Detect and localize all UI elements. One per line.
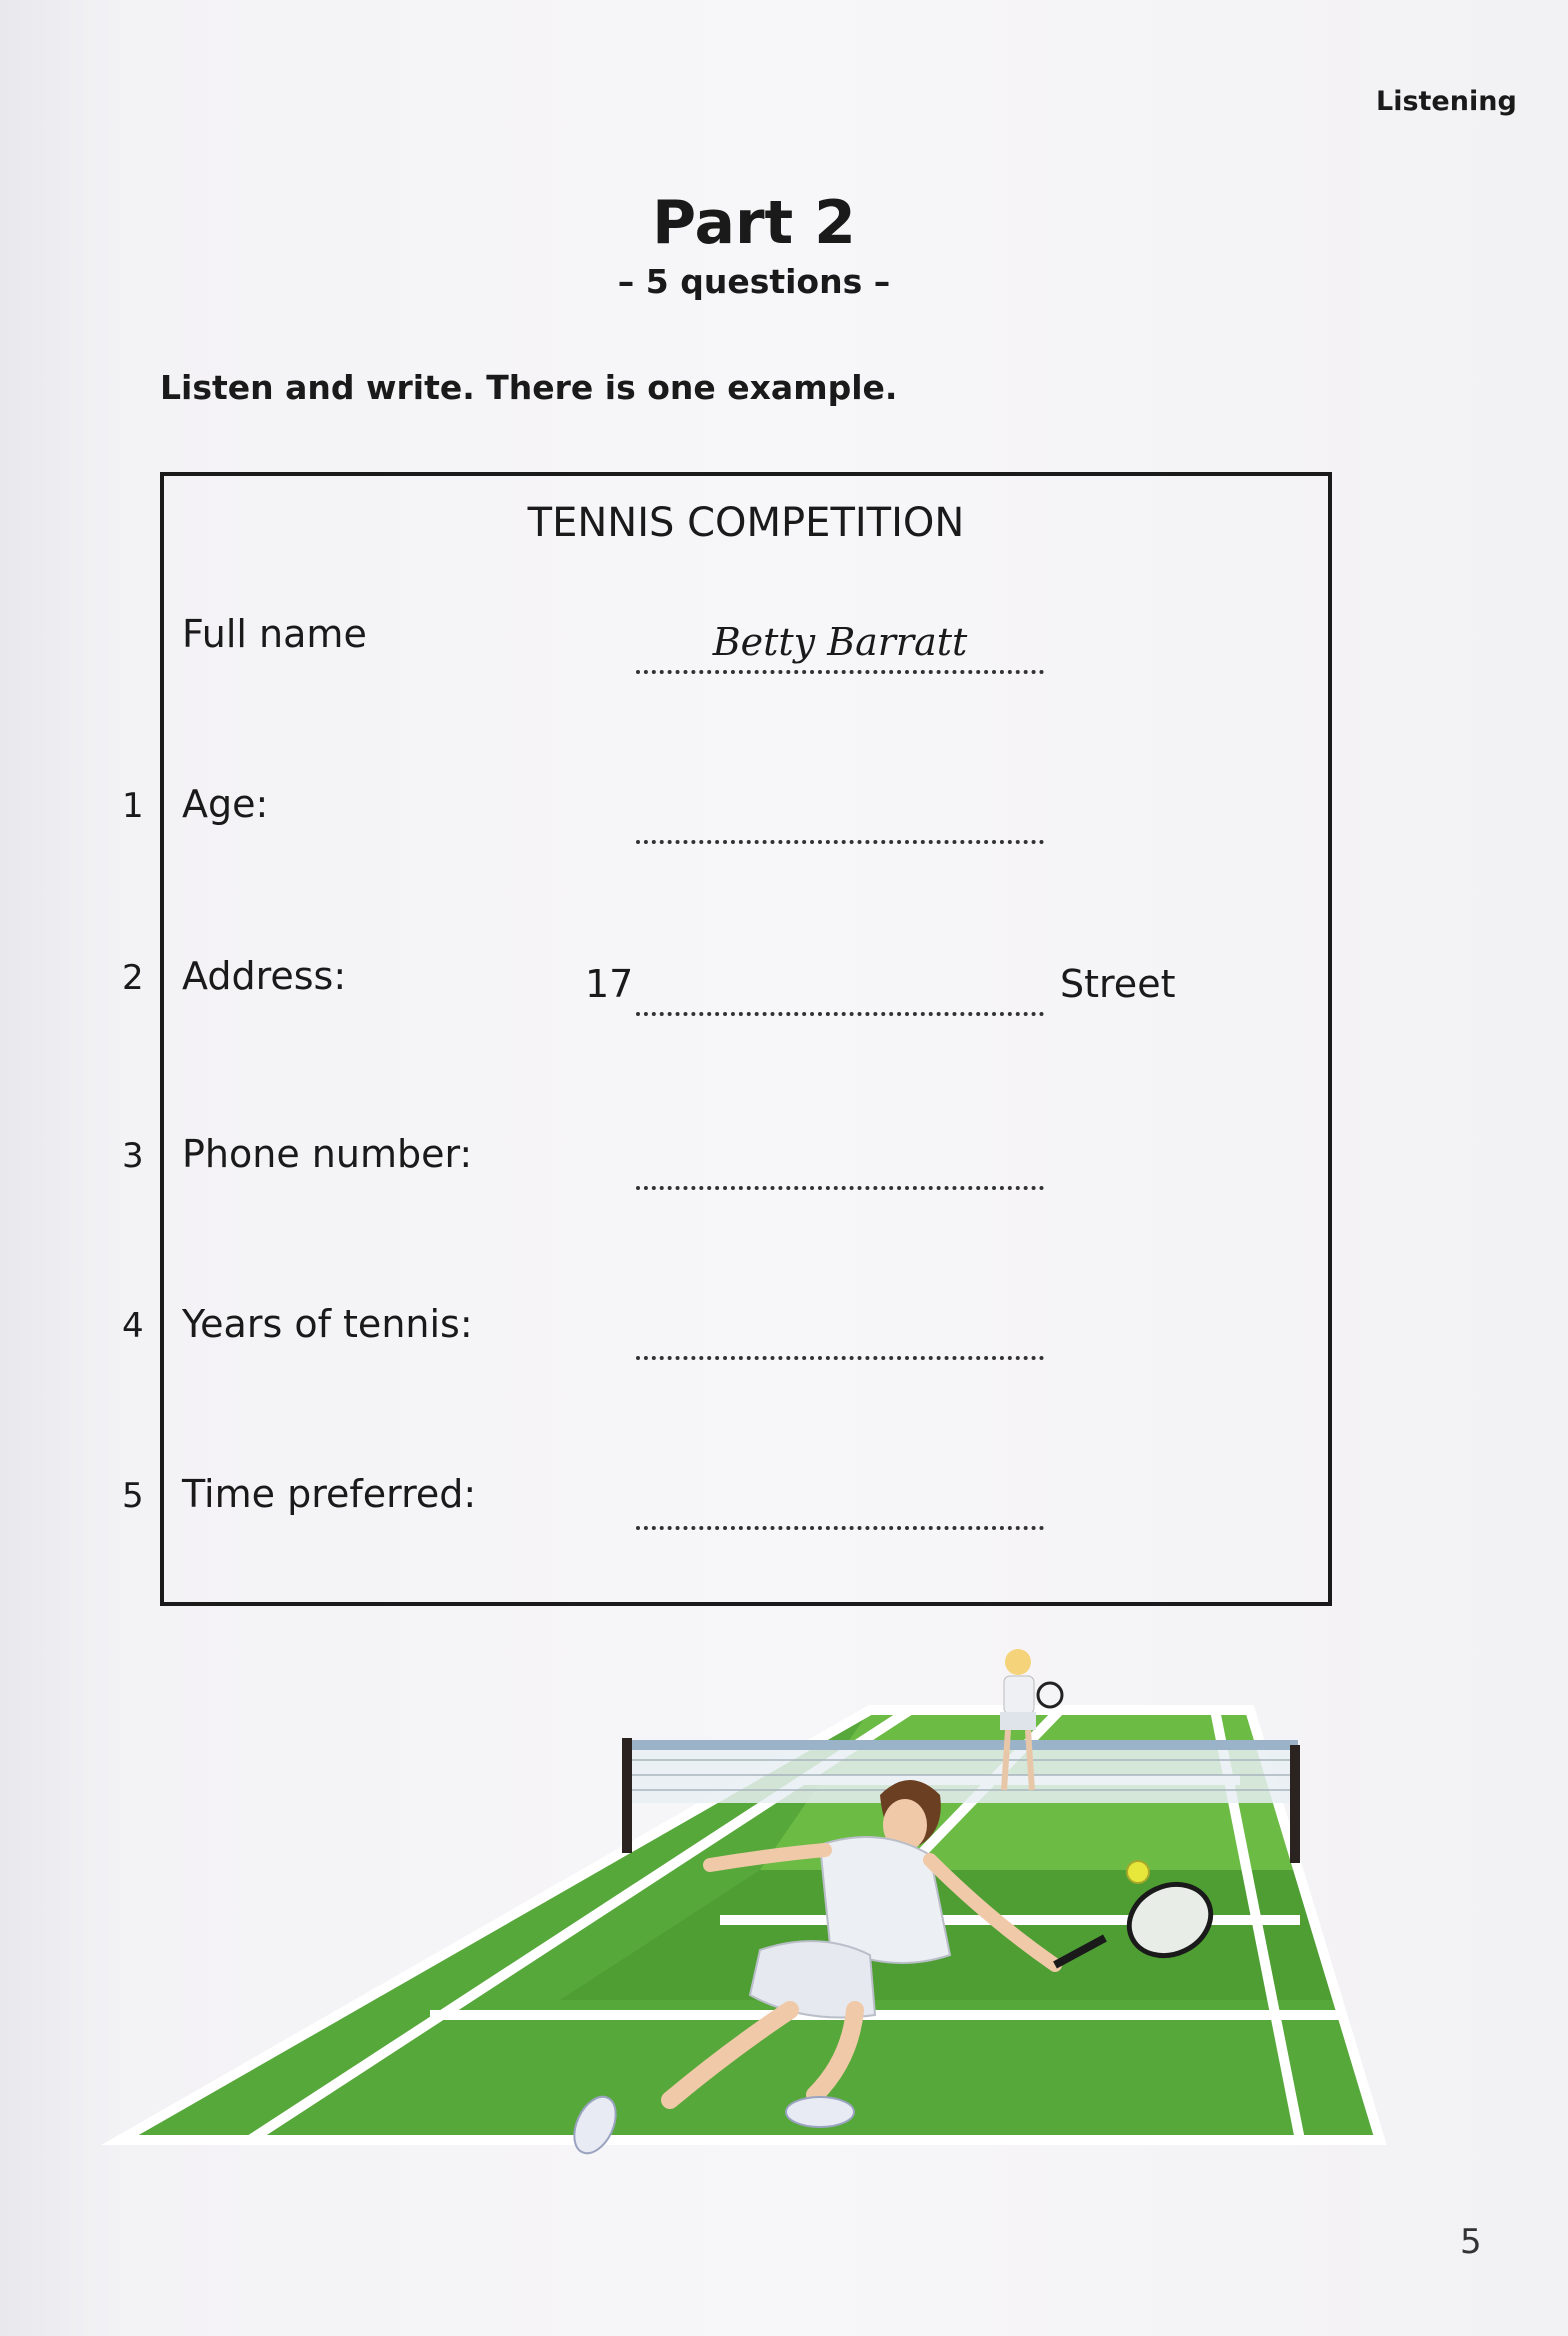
question-number-1: 1 <box>122 786 144 826</box>
question-label-years-of-tennis: Years of tennis: <box>182 1302 473 1346</box>
tennis-court-illustration <box>0 1620 1568 2180</box>
tennis-ball <box>1127 1861 1149 1883</box>
instruction-text: Listen and write. There is one example. <box>160 368 898 407</box>
question-label-age: Age: <box>182 782 269 826</box>
question-number-5: 5 <box>122 1476 144 1516</box>
question-label-address: Address: <box>182 954 347 998</box>
form-title: TENNIS COMPETITION <box>527 500 965 546</box>
example-answer: Betty Barratt <box>712 620 968 664</box>
question-number-4: 4 <box>122 1306 144 1346</box>
section-label: Listening <box>1376 86 1517 117</box>
answer-line-age[interactable] <box>636 840 1044 844</box>
address-prefix: 17 <box>585 962 634 1006</box>
answer-line-phone-number[interactable] <box>636 1186 1044 1190</box>
address-suffix: Street <box>1060 962 1176 1006</box>
answer-line-address[interactable] <box>636 1012 1044 1016</box>
part-subtitle: – 5 questions – <box>617 262 891 301</box>
part-title: Part 2 <box>652 188 856 258</box>
example-label: Full name <box>182 612 367 656</box>
question-label-time-preferred: Time preferred: <box>182 1472 477 1516</box>
question-number-2: 2 <box>122 958 144 998</box>
question-label-phone-number: Phone number: <box>182 1132 473 1176</box>
page-number: 5 <box>1460 2222 1482 2262</box>
question-number-3: 3 <box>122 1136 144 1176</box>
answer-line-time-preferred[interactable] <box>636 1526 1044 1530</box>
answer-line-years-of-tennis[interactable] <box>636 1356 1044 1360</box>
example-answer-line <box>636 670 1044 674</box>
